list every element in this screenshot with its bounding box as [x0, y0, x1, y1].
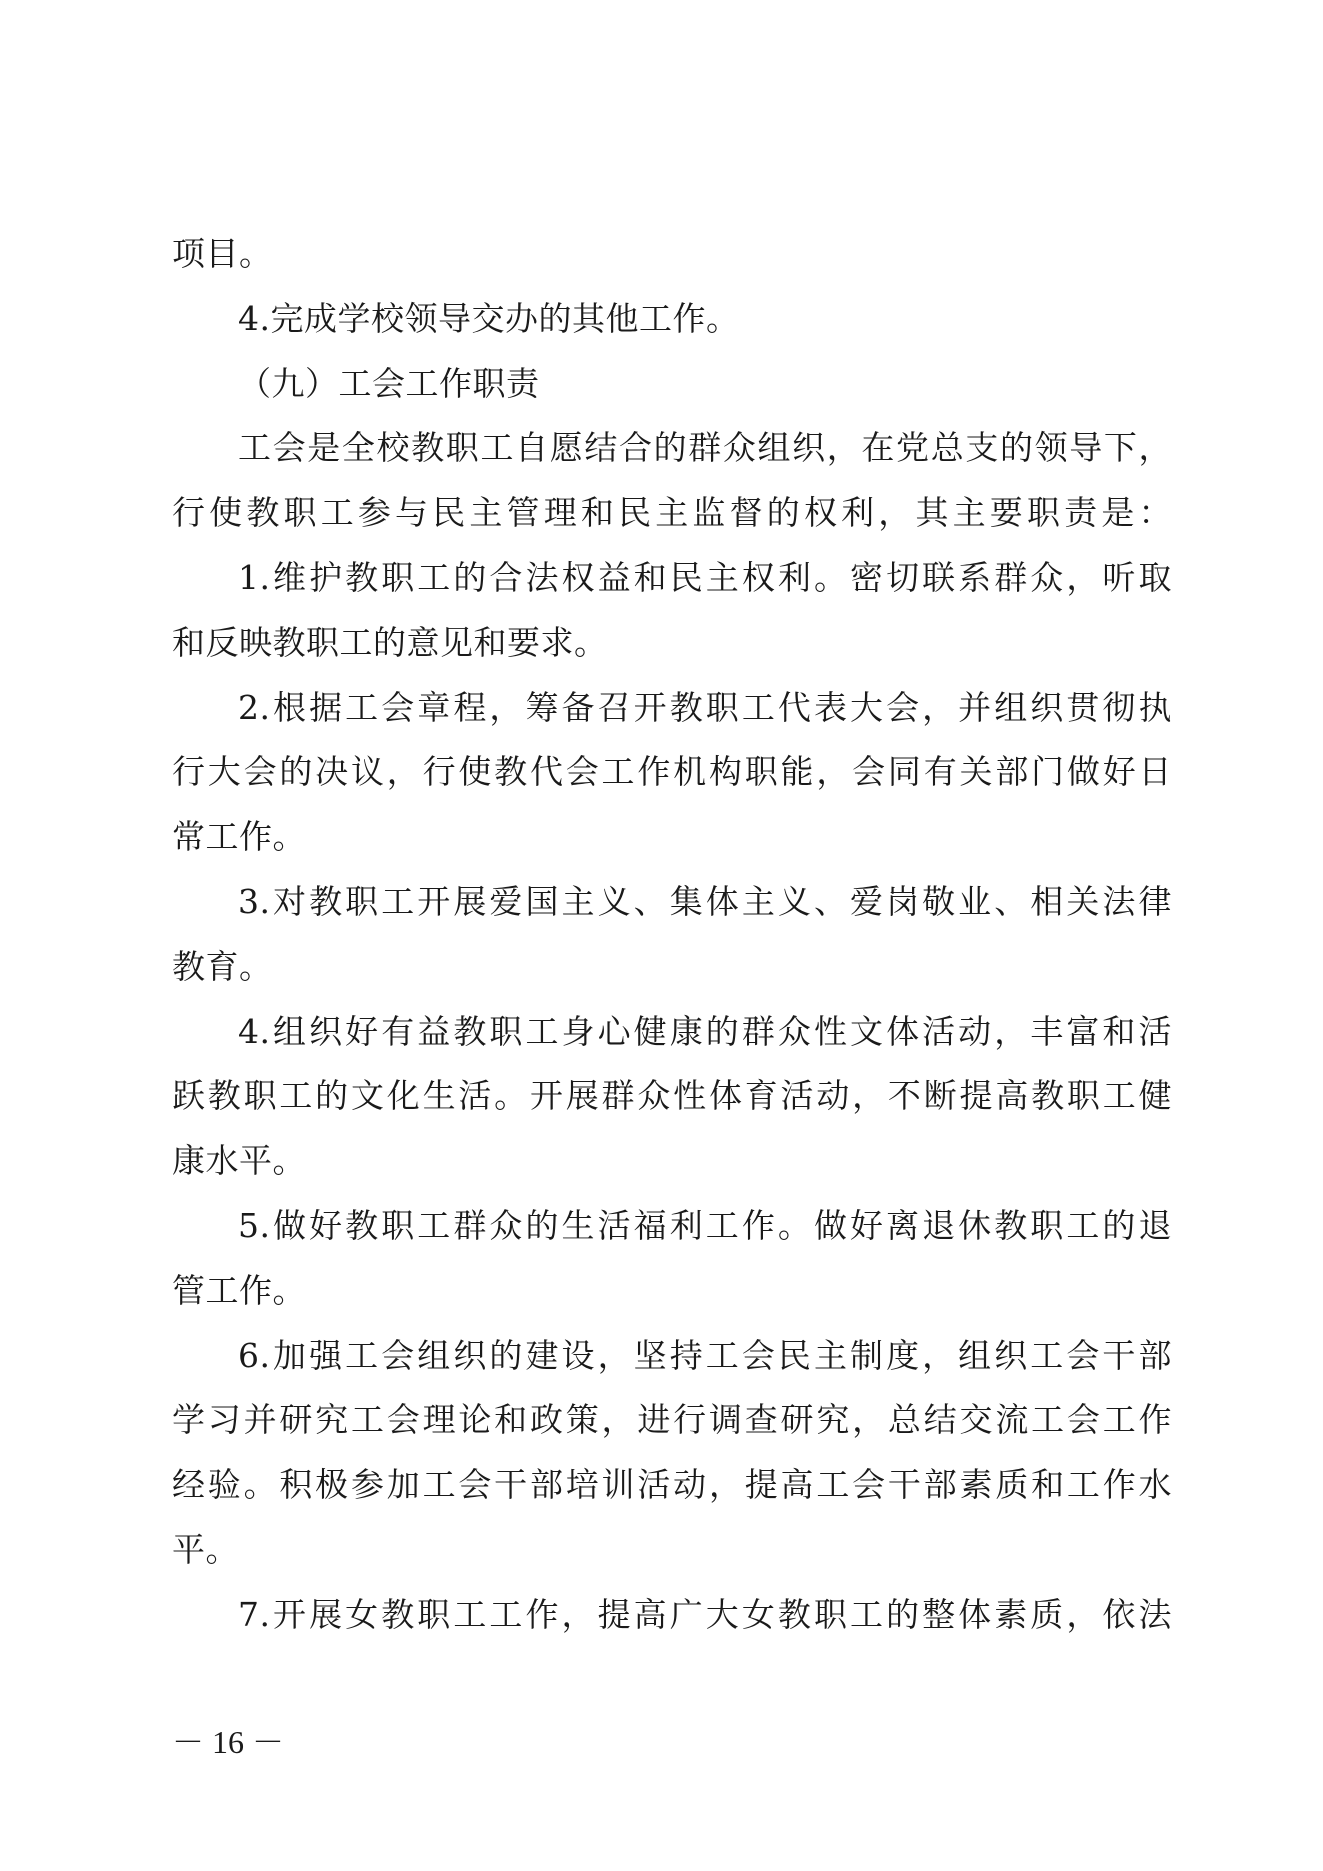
text-line: 学习并研究工会理论和政策，进行调查研究，总结交流工会工作	[172, 1400, 1172, 1440]
text-line: （九）工会工作职责	[238, 363, 540, 403]
text-line: 项目。	[172, 234, 273, 273]
text-line: 行使教职工参与民主管理和民主监督的权利，其主要职责是：	[172, 493, 1172, 533]
text-line: 平。	[172, 1529, 239, 1569]
page-number: － 16 －	[172, 1724, 285, 1760]
text-line: 管工作。	[172, 1270, 306, 1310]
text-line: 1.维护教职工的合法权益和民主权利。密切联系群众，听取	[238, 557, 1172, 597]
text-line: 康水平。	[172, 1141, 306, 1181]
text-line: 5.做好教职工群众的生活福利工作。做好离退休教职工的退	[238, 1205, 1172, 1245]
text-line: 7.开展女教职工工作，提高广大女教职工的整体素质，依法	[238, 1594, 1172, 1634]
text-line: 和反映教职工的意见和要求。	[172, 622, 608, 662]
document-body	[172, 222, 1172, 1648]
text-line: 4.完成学校领导交办的其他工作。	[238, 298, 740, 338]
text-line: 2.根据工会章程，筹备召开教职工代表大会，并组织贯彻执	[238, 687, 1172, 727]
text-line: 经验。积极参加工会干部培训活动，提高工会干部素质和工作水	[172, 1465, 1172, 1505]
text-line: 工会是全校教职工自愿结合的群众组织，在党总支的领导下，	[238, 428, 1172, 468]
text-line: 3.对教职工开展爱国主义、集体主义、爱岗敬业、相关法律	[238, 881, 1172, 921]
text-line: 教育。	[172, 946, 273, 986]
text-line: 常工作。	[172, 817, 306, 857]
text-line: 行大会的决议，行使教代会工作机构职能，会同有关部门做好日	[172, 752, 1172, 792]
text-line: 跃教职工的文化生活。开展群众性体育活动，不断提高教职工健	[172, 1076, 1172, 1116]
text-line: 4.组织好有益教职工身心健康的群众性文体活动，丰富和活	[238, 1011, 1172, 1051]
text-line: 6.加强工会组织的建设，坚持工会民主制度，组织工会干部	[238, 1335, 1172, 1375]
